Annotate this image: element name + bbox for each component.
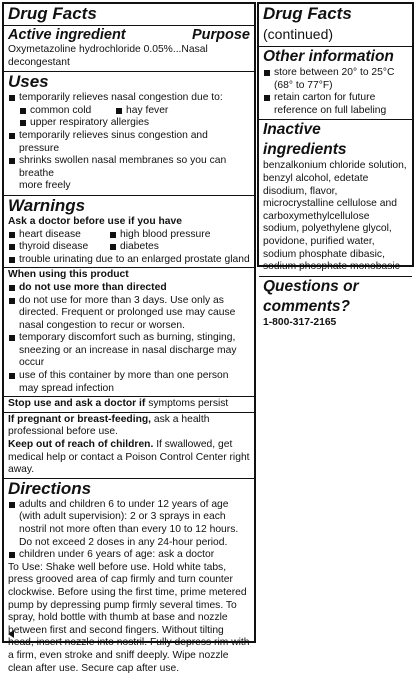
warning-item: temporary discomfort such as burning, stinging, sneezing or an increase in nasal discharge may occur: [8, 332, 250, 370]
other-info-item: retain carton for future reference on full labeling: [263, 92, 408, 117]
uses-item: shrinks swollen nasal membranes so you can breathe more freely: [8, 155, 250, 193]
uses-sub-item: common cold: [19, 105, 115, 118]
drug-facts-continued-title: Drug Facts (continued): [263, 4, 352, 42]
active-ingredient-header: [8, 27, 250, 44]
warning-item: do not use for more than 3 days. Use only as directed. Frequent or prolonged use may cause nasal congestion to recur or worsen.: [8, 295, 250, 333]
warning-item: use of this container by more than one person may spread infection: [8, 370, 250, 395]
stop-use-line: Stop use and ask a doctor if symptoms persist: [8, 398, 229, 410]
uses-item: temporarily relieves nasal congestion due to:: [8, 92, 250, 105]
ask-doctor-heading: Ask a doctor before use if you have: [8, 215, 182, 227]
uses-title: Uses: [8, 72, 49, 92]
active-ingredient-line: Oxymetazoline hydrochloride 0.05%...Nasal decongestant: [8, 44, 208, 68]
when-using-heading: When using this product: [8, 269, 129, 281]
drug-facts-title: Drug Facts: [8, 4, 97, 23]
active-ingredient-label: Active ingredient: [8, 27, 126, 43]
active-ingredient-section: [4, 4, 254, 72]
direction-item: children under 6 years of age: ask a doctor: [8, 549, 250, 562]
continued-arrow-icon: [8, 630, 14, 638]
inactive-ingredients-text: benzalkonium chloride solution, benzyl alcohol, edetate disodium, flavor, microcrystalline cellulose and carboxymethylcellulose sodium, polyethylene glycol, povidone, purified water, sodium phosphate dibasic, sodium phosphate monobasic: [263, 160, 407, 273]
to-use-text: To Use: Shake well before use. Hold white tabs, press grooved area of cap firmly and turn counter clockwise. Before using the first time, prime metered pump by depressing pump firmly several times. To spray, hold bottle with thumb at base and nozzle between first and second fingers. Without tilting head, insert nozzle into nostril. Fully depress rim with a firm, even stroke and sniff deeply. Wipe nozzle clean after use. Secure cap after use.: [8, 561, 250, 674]
uses-sub-item: hay fever: [115, 105, 168, 118]
direction-item: adults and children 6 to under 12 years of age (with adult supervision): 2 or 3 sprays in each nostril not more often than every 10 to 12 hours. Do not exceed 2 doses in any 24-hour period.: [8, 499, 250, 549]
other-info-section: [259, 47, 412, 120]
purpose-label: Purpose: [191, 27, 250, 43]
other-info-item: store between 20° to 25°C (68° to 77°F): [263, 67, 408, 92]
warning-item: trouble urinating due to an enlarged prostate gland: [8, 254, 250, 267]
inactive-ingredients-title: Inactive ingredients: [263, 121, 347, 159]
warning-item: do not use more than directed: [8, 282, 250, 295]
warning-item: high blood pressure: [109, 229, 210, 242]
questions-title: Questions or comments?: [263, 277, 359, 315]
keep-out-line: Keep out of reach of children. If swallowed, get medical help or contact a Poison Control Center right away.: [8, 439, 250, 476]
uses-sub-item: upper respiratory allergies: [8, 117, 250, 130]
other-info-title: Other information: [263, 48, 394, 65]
uses-item: temporarily relieves sinus congestion and pressure: [8, 130, 250, 155]
inactive-ingredients-section: [259, 120, 412, 276]
warning-item: heart disease: [8, 229, 109, 242]
uses-section: [4, 72, 254, 196]
directions-section: [4, 479, 254, 677]
directions-title: Directions: [8, 478, 92, 498]
drug-facts-panel: [2, 2, 256, 674]
warnings-section: [4, 196, 254, 479]
questions-section: [259, 277, 412, 332]
pregnancy-line: If pregnant or breast-feeding, ask a health professional before use.: [8, 413, 210, 438]
warning-item: thyroid disease: [8, 241, 109, 254]
warnings-title: Warnings: [8, 195, 86, 215]
continued-title-section: [259, 4, 412, 47]
phone-number: 1-800-317-2165: [263, 316, 337, 328]
drug-facts-continued-panel: [257, 2, 414, 328]
warning-item: diabetes: [109, 241, 159, 254]
